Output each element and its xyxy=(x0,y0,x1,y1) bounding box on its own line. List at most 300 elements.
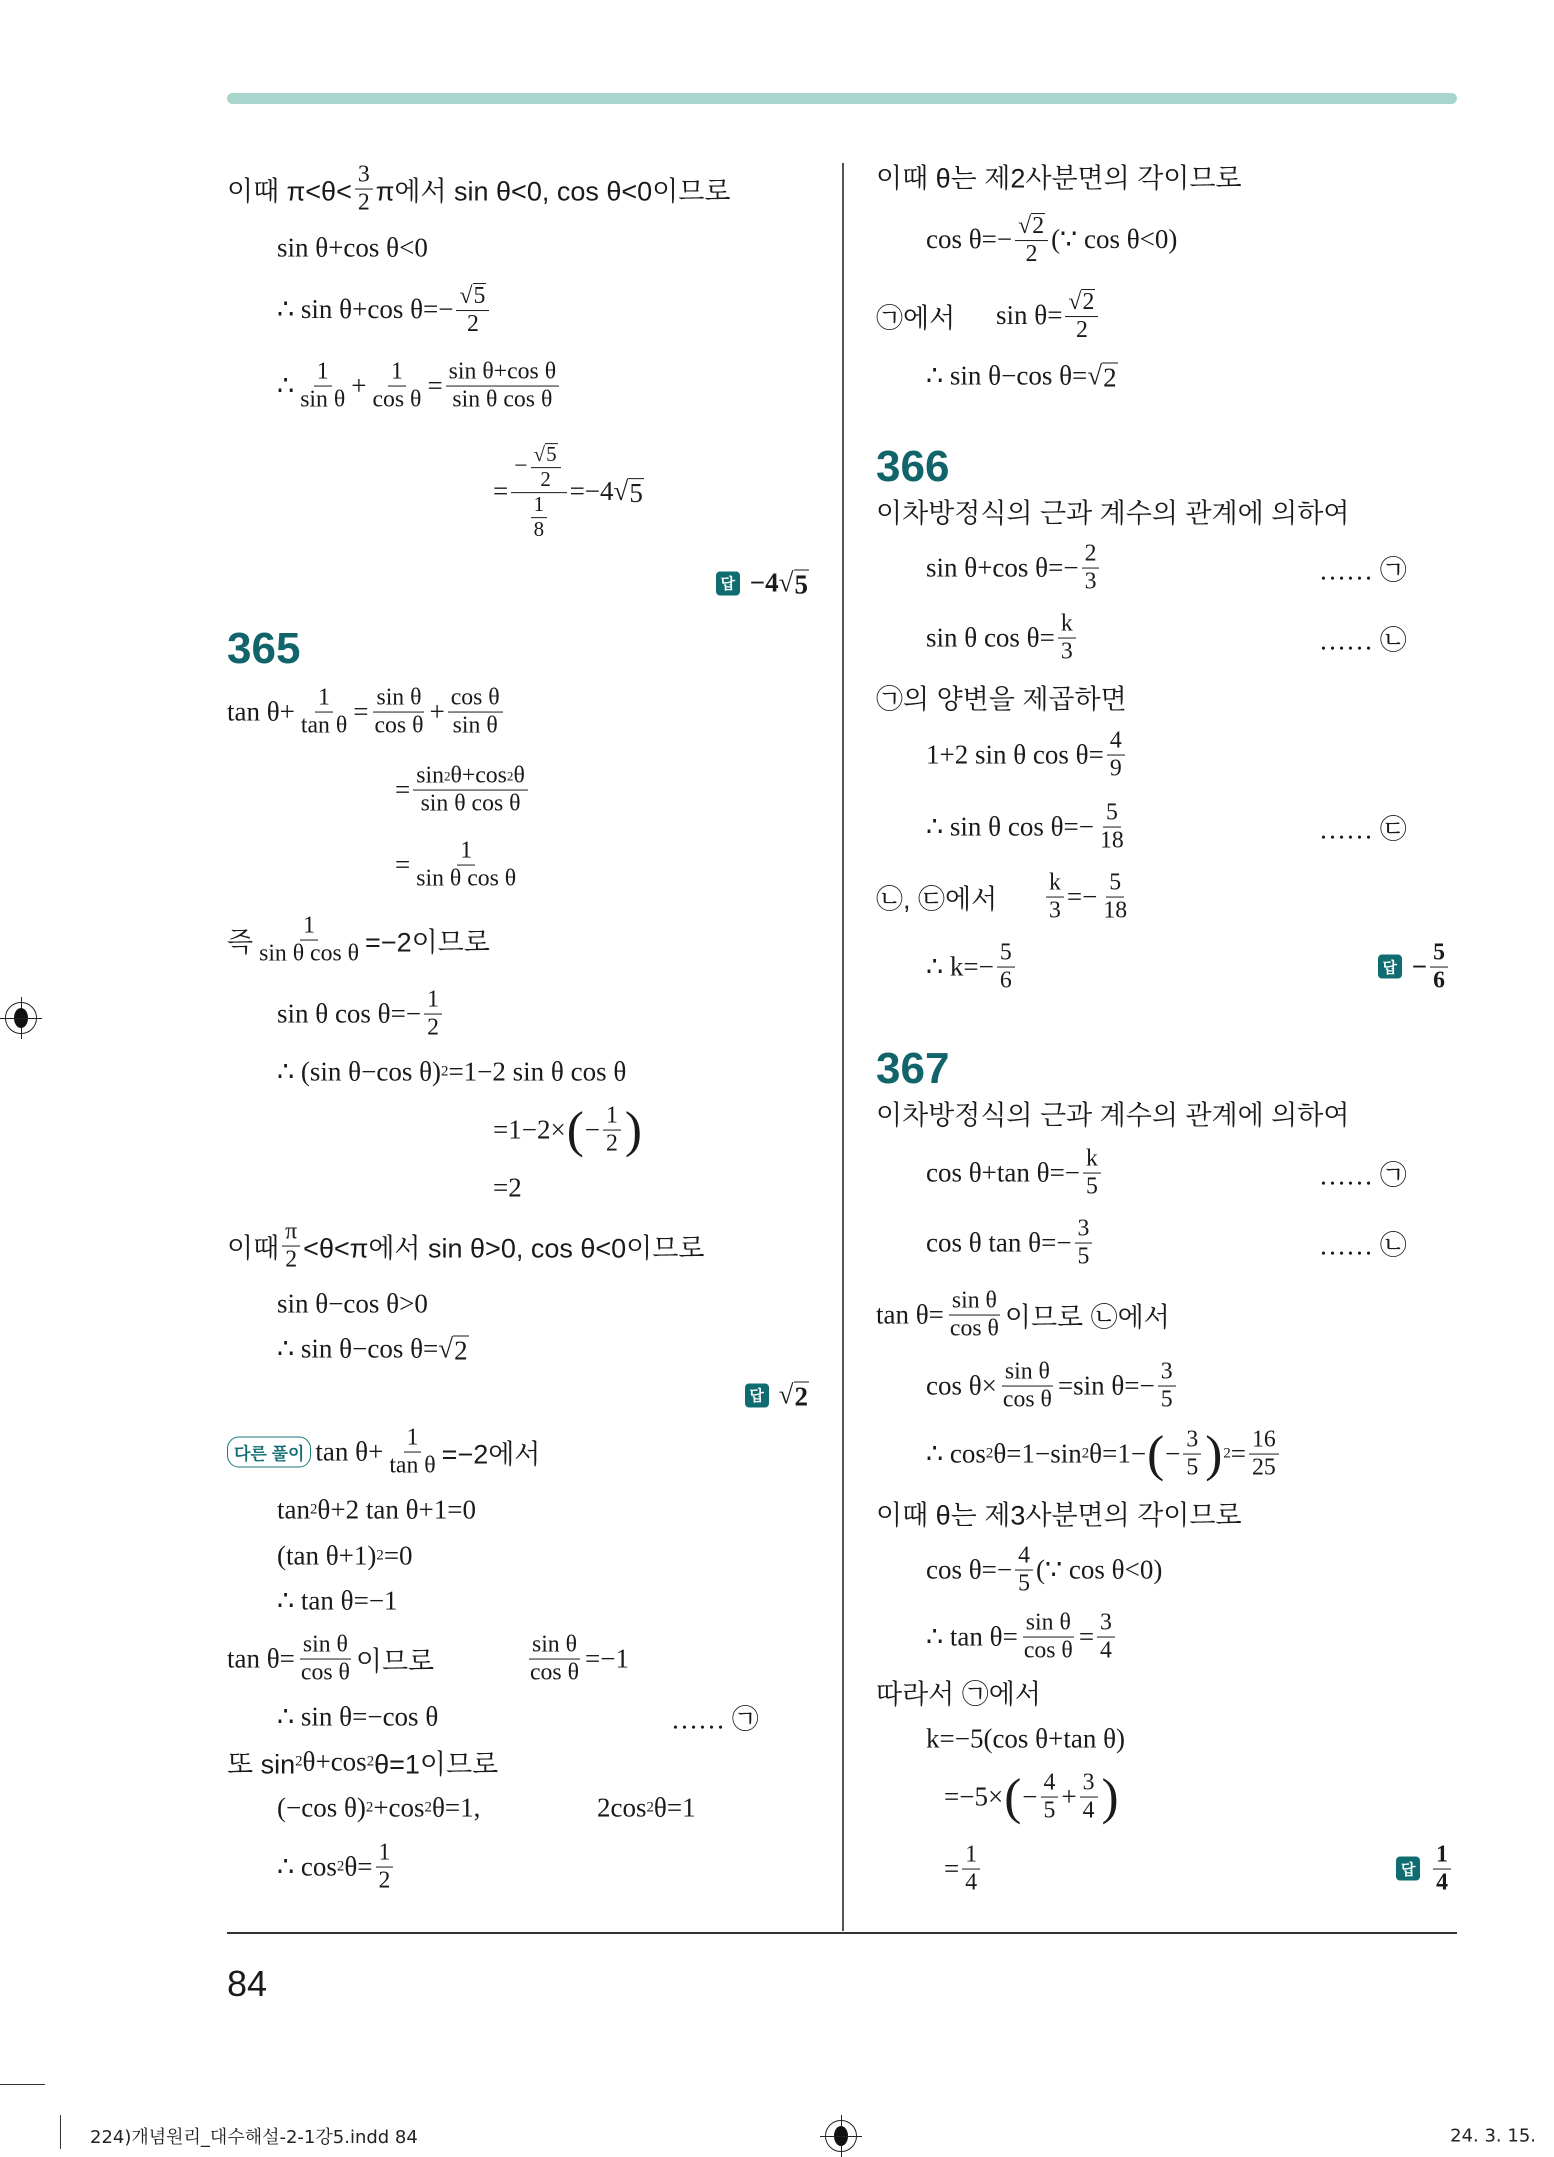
solution-line xyxy=(876,1289,1170,1342)
radicand: 5 xyxy=(546,442,557,467)
math-text: 3 xyxy=(1160,1358,1173,1385)
math-text: − xyxy=(1022,1781,1038,1812)
solution-line xyxy=(277,360,562,413)
fraction-denominator xyxy=(1433,1870,1451,1896)
fraction xyxy=(1058,612,1076,665)
math-text: ∴ tan θ=−1 xyxy=(277,1585,398,1616)
superscript: 2 xyxy=(443,768,451,784)
large-parenthesis: ) xyxy=(1205,1425,1223,1483)
math-text: −4 xyxy=(749,567,779,598)
math-text: …… ㉢ xyxy=(1319,814,1407,845)
fraction-numerator xyxy=(1082,542,1100,569)
fraction xyxy=(1183,1428,1201,1481)
fraction-numerator xyxy=(1046,871,1064,898)
square-root xyxy=(459,283,486,309)
math-text: sin θ−cos θ>0 xyxy=(277,1288,428,1319)
fraction-numerator xyxy=(1023,1611,1074,1638)
column-divider xyxy=(842,163,844,1931)
math-text: 3 xyxy=(1100,1609,1112,1636)
fraction-denominator xyxy=(531,518,547,541)
solution-line xyxy=(926,1544,1162,1597)
math-text: sin θ xyxy=(376,684,422,711)
math-text: (tan θ+1) xyxy=(277,1540,377,1571)
math-text: 2 xyxy=(606,1130,618,1157)
radical-sign-icon: √ xyxy=(1087,360,1103,391)
math-text: cos θ tan θ=− xyxy=(926,1227,1072,1258)
fraction-denominator xyxy=(1158,1387,1176,1413)
answer-367 xyxy=(1396,1843,1454,1896)
math-text: ㉠에서 xyxy=(876,303,956,334)
fraction-denominator xyxy=(947,1316,1002,1342)
fraction-denominator xyxy=(464,311,482,337)
math-text: tan θ xyxy=(389,1452,436,1479)
math-text: sin θ cos θ xyxy=(420,790,521,817)
math-text: ∴ sin θ=−cos θ xyxy=(277,1701,439,1732)
math-text: tan θ xyxy=(300,712,348,739)
math-text: cos θ xyxy=(949,1315,999,1342)
solution-line xyxy=(926,1425,1282,1483)
math-text: cos θ xyxy=(372,386,422,413)
square-root xyxy=(614,477,644,508)
problem-number-365: 365 xyxy=(227,624,301,673)
math-text: 1 xyxy=(460,837,473,864)
fraction-numerator xyxy=(373,686,424,713)
math-text: =1−2× xyxy=(493,1114,566,1145)
math-text: 1 xyxy=(965,1841,978,1868)
fraction-numerator xyxy=(1065,289,1098,317)
solution-line xyxy=(926,1217,1095,1270)
math-text: 1 xyxy=(316,358,329,385)
math-text: 4 xyxy=(1018,1542,1031,1569)
math-text: =sin θ=− xyxy=(1057,1370,1155,1401)
footer-filename: 224)개념원리_대수해설-2-1강5.indd 84 xyxy=(90,2127,418,2148)
superscript: 2 xyxy=(295,1753,303,1770)
fraction-denominator xyxy=(413,866,519,892)
math-text: 2 xyxy=(357,189,370,216)
math-text: 5 xyxy=(1186,1454,1199,1481)
math-text: 4 xyxy=(1082,1797,1095,1824)
solution-line xyxy=(926,1360,1179,1413)
math-text: 5 xyxy=(1018,1570,1031,1597)
math-text: 8 xyxy=(533,516,545,541)
large-parenthesis: ( xyxy=(1004,1768,1022,1826)
radical-sign-icon: √ xyxy=(459,283,473,310)
fraction xyxy=(456,283,489,337)
math-text: 4 xyxy=(1436,1869,1448,1896)
fraction xyxy=(947,1289,1002,1342)
math-text: =− xyxy=(1066,881,1098,912)
math-text: + xyxy=(429,696,445,727)
fraction-numerator xyxy=(1106,871,1124,898)
math-text: 1 xyxy=(318,684,331,711)
fraction xyxy=(413,839,519,892)
solution-line xyxy=(227,1743,498,1782)
equation-marker xyxy=(1319,549,1407,588)
large-parenthesis: ( xyxy=(566,1101,584,1159)
math-text: − xyxy=(584,1114,601,1145)
fraction-numerator xyxy=(355,163,373,190)
crop-mark xyxy=(0,2084,45,2085)
alt-solution-line xyxy=(227,1426,540,1479)
math-text: θ=1이므로 xyxy=(374,1749,499,1780)
solution-line xyxy=(876,878,997,917)
fraction-numerator xyxy=(531,443,561,468)
fraction-denominator xyxy=(418,791,524,817)
fraction xyxy=(369,360,424,413)
math-text: cos θ× xyxy=(926,1370,997,1401)
math-text: = xyxy=(427,370,443,401)
math-text: +cos xyxy=(373,1792,425,1823)
superscript: 2 xyxy=(366,1753,375,1770)
math-text: sin θ xyxy=(452,712,498,739)
math-text: 9 xyxy=(1109,755,1122,782)
math-text: cos θ xyxy=(530,1659,579,1686)
large-parenthesis: ) xyxy=(624,1101,642,1159)
math-text: sin θ cos θ xyxy=(452,386,553,413)
math-text: ㉡, ㉢에서 xyxy=(876,884,998,915)
solution-line xyxy=(996,289,1101,343)
fraction-denominator xyxy=(298,1660,353,1686)
math-text: π xyxy=(285,1218,298,1245)
fraction-numerator xyxy=(446,360,559,387)
math-text: 3 xyxy=(1049,897,1061,924)
solution-line xyxy=(277,1495,476,1526)
fraction-denominator xyxy=(1100,898,1130,924)
math-text: 이때 xyxy=(227,1233,280,1264)
fraction xyxy=(446,360,559,413)
math-text: 2cos xyxy=(597,1792,647,1823)
fraction-numerator xyxy=(1107,729,1125,756)
math-text: …… ㉡ xyxy=(1319,625,1407,656)
solution-line xyxy=(876,492,1349,531)
math-text: 4 xyxy=(965,1869,978,1896)
fraction-denominator xyxy=(537,468,553,491)
fraction xyxy=(1097,1611,1115,1664)
math-text: θ+cos xyxy=(302,1746,367,1777)
solution-line xyxy=(926,612,1079,665)
math-text: sin θ+cos θ=− xyxy=(926,552,1079,583)
math-text: 5 xyxy=(1077,1243,1090,1270)
answer-badge: 답 xyxy=(1396,1857,1420,1881)
math-text: θ+cos xyxy=(450,762,507,789)
fraction xyxy=(531,494,547,541)
solution-line xyxy=(277,1541,413,1572)
fraction-numerator xyxy=(413,764,528,791)
superscript: 2 xyxy=(441,1063,449,1080)
solution-line xyxy=(926,361,1118,392)
math-text: ∴ (sin θ−cos θ) xyxy=(277,1056,442,1087)
fraction-numerator xyxy=(282,1220,300,1247)
solution-line xyxy=(926,1611,1118,1664)
math-text: =−2에서 xyxy=(441,1439,541,1470)
radicand: 2 xyxy=(1082,289,1095,316)
equation-marker xyxy=(1319,619,1407,658)
fraction-numerator xyxy=(1097,1611,1115,1638)
solution-line xyxy=(277,1793,480,1824)
fraction-denominator xyxy=(525,493,553,541)
fraction-denominator xyxy=(1183,1455,1201,1481)
fraction-denominator xyxy=(256,941,362,967)
fraction-numerator xyxy=(1249,1428,1279,1455)
math-text: sin xyxy=(416,762,444,789)
superscript: 2 xyxy=(985,1445,994,1462)
fraction xyxy=(376,1841,394,1894)
fraction-numerator xyxy=(1002,1360,1053,1387)
math-text: =1−2 sin θ cos θ xyxy=(448,1056,627,1087)
superscript: 2 xyxy=(1223,1445,1231,1462)
fraction-denominator xyxy=(371,713,426,739)
math-text: …… ㉠ xyxy=(1319,555,1407,586)
fraction-numerator xyxy=(962,1843,980,1870)
fraction xyxy=(282,1220,300,1273)
radicand: 2 xyxy=(1103,362,1117,393)
radicand: 2 xyxy=(454,1335,468,1366)
fraction-numerator xyxy=(1158,1360,1176,1387)
math-text: 4 xyxy=(1100,1637,1112,1664)
math-text: 5 xyxy=(1109,869,1122,896)
fraction xyxy=(997,941,1015,994)
math-text: ∴ sin θ cos θ=− xyxy=(926,811,1094,842)
square-root xyxy=(534,443,558,466)
fraction-numerator xyxy=(1080,1771,1098,1798)
fraction xyxy=(448,686,503,739)
fraction-denominator xyxy=(1097,828,1127,854)
math-text: =2 xyxy=(493,1172,522,1203)
math-text: − xyxy=(1411,951,1428,982)
fraction-denominator xyxy=(1000,1387,1055,1413)
fraction-denominator xyxy=(1041,1798,1059,1824)
math-text: 1+2 sin θ cos θ= xyxy=(926,739,1104,770)
fraction xyxy=(1082,542,1100,595)
math-text: ∴ xyxy=(277,370,295,401)
math-text: …… ㉡ xyxy=(1319,1230,1407,1261)
fraction-numerator xyxy=(511,443,566,493)
math-text: 4 xyxy=(1043,1769,1056,1796)
math-text: ∴ tan θ= xyxy=(926,1621,1018,1652)
problem-number-367: 367 xyxy=(876,1044,950,1093)
math-text: = xyxy=(493,476,509,507)
fraction xyxy=(298,686,350,739)
square-root xyxy=(438,1334,468,1365)
fraction xyxy=(1046,871,1064,924)
math-text: =0 xyxy=(383,1540,413,1571)
math-text: θ xyxy=(513,762,525,789)
radicand: 5 xyxy=(629,478,643,509)
solution-line xyxy=(876,678,1127,717)
math-text: 6 xyxy=(1433,967,1445,994)
math-text: sin θ xyxy=(1004,1358,1050,1385)
math-text: 5 xyxy=(1160,1386,1173,1413)
math-text: = xyxy=(395,774,411,805)
math-text: sin θ xyxy=(1025,1609,1071,1636)
fraction-numerator xyxy=(315,686,333,713)
math-text: cos θ xyxy=(374,712,424,739)
fraction-numerator xyxy=(1433,1843,1451,1870)
math-text: θ=1−sin xyxy=(993,1438,1082,1469)
radicand: 2 xyxy=(1032,213,1045,240)
radical-sign-icon: √ xyxy=(613,476,629,507)
radicand: 5 xyxy=(473,283,486,310)
math-text: 3 xyxy=(1060,638,1073,665)
fraction xyxy=(603,1104,621,1157)
fraction-denominator xyxy=(1015,1571,1033,1597)
math-text: 1 xyxy=(533,492,545,516)
equation-marker xyxy=(1319,1154,1407,1193)
math-text: tan θ= xyxy=(876,1299,944,1330)
fraction xyxy=(1083,1147,1101,1200)
fraction-denominator xyxy=(1021,1638,1076,1664)
math-text: 3 xyxy=(1186,1426,1199,1453)
math-text: 1 xyxy=(606,1102,618,1129)
solution-line xyxy=(876,297,955,336)
math-text: k xyxy=(1086,1145,1098,1172)
math-text: 1 xyxy=(303,912,315,939)
math-text: = xyxy=(1230,1438,1247,1469)
math-text: ㉠의 양변을 제곱하면 xyxy=(876,684,1127,715)
fraction xyxy=(531,443,561,491)
math-text: sin θ cos θ xyxy=(259,940,360,967)
alt-solution-badge: 다른 풀이 xyxy=(227,1437,311,1468)
math-text: = xyxy=(944,1853,960,1884)
math-text: cos θ=− xyxy=(926,1554,1013,1585)
math-text: sin θ xyxy=(531,1631,577,1658)
math-text: cos θ xyxy=(1002,1386,1052,1413)
math-text: 6 xyxy=(999,967,1012,994)
math-text: 따라서 ㉠에서 xyxy=(876,1679,1041,1710)
math-text: θ= xyxy=(344,1851,373,1882)
solution-line xyxy=(944,1843,983,1896)
superscript: 2 xyxy=(506,768,514,784)
fraction-numerator xyxy=(448,686,503,713)
fraction-numerator xyxy=(531,494,547,518)
footer-date: 24. 3. 15. xyxy=(1450,2125,1536,2147)
math-text: cos θ=− xyxy=(926,224,1013,255)
math-text: ∴ cos xyxy=(277,1851,337,1882)
fraction-denominator xyxy=(298,713,350,739)
fraction xyxy=(1430,941,1448,994)
math-text: 1 xyxy=(391,358,403,385)
math-text: 2 xyxy=(1084,540,1097,567)
fraction-denominator xyxy=(369,387,424,413)
superscript: 2 xyxy=(424,1799,432,1816)
fraction-denominator xyxy=(1073,317,1091,343)
fraction xyxy=(1015,213,1048,267)
math-text: cos θ xyxy=(450,684,500,711)
math-text: 16 xyxy=(1252,1426,1276,1453)
fraction xyxy=(413,764,528,817)
solution-line xyxy=(277,1841,396,1894)
math-text: sin θ xyxy=(302,1631,348,1658)
math-text: 이므로 ㉡에서 xyxy=(1004,1302,1170,1333)
fraction xyxy=(962,1843,980,1896)
fraction-denominator xyxy=(1430,968,1448,994)
solution-line xyxy=(876,1673,1041,1712)
math-text: sin θ cos θ= xyxy=(926,622,1055,653)
solution-line xyxy=(926,1724,1125,1755)
square-root xyxy=(779,568,809,599)
fraction-denominator xyxy=(1083,1174,1101,1200)
radical-sign-icon: √ xyxy=(778,1379,794,1410)
radical-sign-icon: √ xyxy=(438,1333,454,1364)
fraction-numerator xyxy=(388,360,406,387)
math-text: ∴ sin θ−cos θ= xyxy=(926,360,1088,391)
solution-line xyxy=(524,1633,629,1686)
solution-line xyxy=(493,1101,643,1159)
problem-number-366: 366 xyxy=(876,442,950,491)
math-text: (∵ cos θ<0) xyxy=(1051,224,1178,255)
fraction-denominator xyxy=(527,1660,582,1686)
math-text: 2 xyxy=(285,1246,298,1273)
math-text: k xyxy=(1049,869,1061,896)
math-text: θ=1− xyxy=(1089,1438,1147,1469)
fraction xyxy=(527,1633,582,1686)
solution-line xyxy=(227,1633,434,1686)
math-text: π에서 sin θ<0, cos θ<0이므로 xyxy=(375,176,731,207)
solution-line xyxy=(277,1702,438,1733)
math-text: 이때 π<θ< xyxy=(227,176,352,207)
math-text: <θ<π에서 sin θ>0, cos θ<0이므로 xyxy=(303,1233,705,1264)
math-text: 1 xyxy=(1436,1841,1448,1868)
fraction xyxy=(298,1633,353,1686)
math-text: 5 xyxy=(1433,939,1445,966)
fraction-numerator xyxy=(300,1633,351,1660)
math-text: tan θ+ xyxy=(227,696,295,727)
fraction-denominator xyxy=(449,387,555,413)
math-text: 3 xyxy=(357,161,370,188)
solution-line xyxy=(926,729,1128,782)
math-text: (−cos θ) xyxy=(277,1792,366,1823)
radical-sign-icon: √ xyxy=(1018,213,1032,240)
fraction-numerator xyxy=(603,1104,621,1131)
math-text: 2 xyxy=(540,467,551,492)
math-text: 4 xyxy=(1109,727,1122,754)
solution-line xyxy=(227,686,506,739)
registration-mark-icon xyxy=(825,2120,857,2152)
solution-line xyxy=(926,941,1018,994)
math-text: 3 xyxy=(1082,1769,1095,1796)
solution-line xyxy=(227,1220,704,1273)
math-text: sin θ cos θ xyxy=(416,865,517,892)
solution-line xyxy=(395,839,522,892)
solution-line xyxy=(926,1147,1104,1200)
fraction-numerator xyxy=(456,283,489,311)
fraction-numerator xyxy=(314,360,332,387)
math-text: 5 xyxy=(1086,1173,1098,1200)
math-text: …… ㉠ xyxy=(671,1704,759,1735)
fraction xyxy=(1015,1544,1033,1597)
fraction xyxy=(1075,1217,1093,1270)
fraction-denominator xyxy=(376,1868,394,1894)
fraction-numerator xyxy=(1103,801,1121,828)
math-text: ∴ sin θ−cos θ= xyxy=(277,1333,439,1364)
fraction-numerator xyxy=(1075,1217,1093,1244)
math-text: 또 sin xyxy=(227,1749,296,1780)
fraction-denominator xyxy=(386,1453,438,1479)
math-text: 2 xyxy=(1075,317,1088,343)
math-text: …… ㉠ xyxy=(1319,1160,1407,1191)
fraction xyxy=(1097,801,1127,854)
math-text: 이차방정식의 근과 계수의 관계에 의하여 xyxy=(876,498,1350,529)
math-text: ∴ k=− xyxy=(926,951,994,982)
answer-365-prev xyxy=(716,568,809,599)
fraction-denominator xyxy=(962,1870,980,1896)
fraction xyxy=(1041,1771,1059,1824)
fraction-numerator xyxy=(1183,1428,1201,1455)
math-text: 5 xyxy=(1105,799,1118,826)
math-text: =−2이므로 xyxy=(365,927,490,958)
radical-sign-icon: √ xyxy=(1068,289,1082,316)
equation-marker xyxy=(1319,1224,1407,1263)
